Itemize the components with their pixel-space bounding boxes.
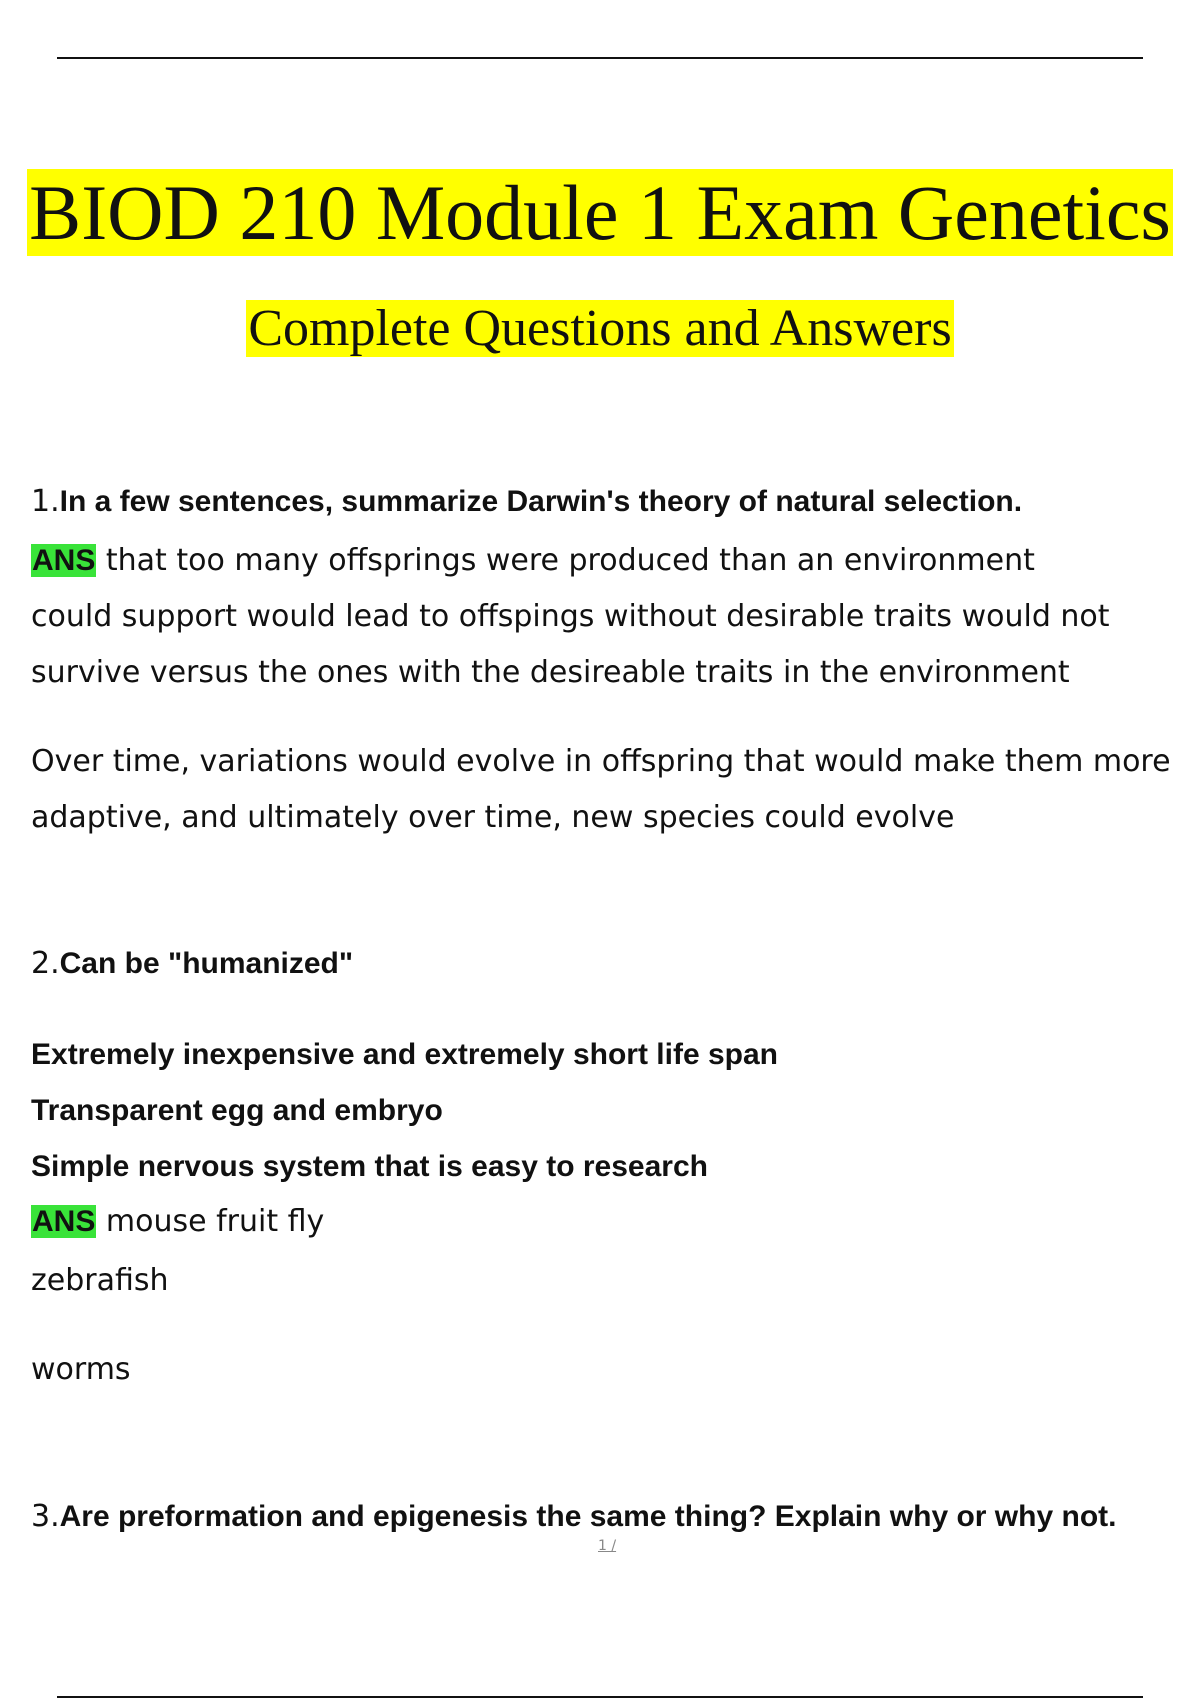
question-2-clue: Extremely inexpensive and extremely short life span [31,1038,778,1071]
page-number: 1 / [598,1538,617,1554]
question-2-text: Can be "humanized" [59,947,354,980]
document-title-text: BIOD 210 Module 1 Exam Genetics [29,169,1171,256]
document-subtitle-text: Complete Questions and Answers [248,300,952,357]
question-3 [31,1497,1116,1537]
question-2-answer: mouse fruit fly [105,1204,325,1239]
question-1-answer-paragraph-2: Over time, variations would evolve in offspring that would make them more adaptive, and ultimately over time, new species could evolve [31,744,1171,835]
question-1 [31,482,1022,522]
question-1-text: In a few sentences, summarize Darwin's theory of natural selection. [59,485,1023,518]
question-3-number: 3. [31,1499,60,1534]
question-1-answer-first: that too many offsprings were produced than an environment [105,543,1035,578]
question-1-answer-line [31,533,1035,589]
question-3-text: Are preformation and epigenesis the same thing? Explain why or why not. [59,1500,1117,1533]
question-2-clue: Simple nervous system that is easy to research [31,1150,708,1183]
question-2-clue: Transparent egg and embryo [31,1094,443,1127]
bottom-rule [57,1696,1143,1698]
question-2-answer: worms [31,1352,131,1387]
question-1-number: 1. [31,484,60,519]
question-2-number: 2. [31,946,60,981]
question-1-answer-rest: could support would lead to offspings without desirable traits would not survive versus the ones with the desireable traits in the environment [31,599,1110,690]
question-2-answer-line [31,1194,324,1250]
answer-label: ANS [32,1205,96,1238]
question-2 [31,944,353,984]
question-2-answer: zebrafish [31,1263,169,1298]
answer-label: ANS [32,544,96,577]
questions-content [31,0,1200,1700]
